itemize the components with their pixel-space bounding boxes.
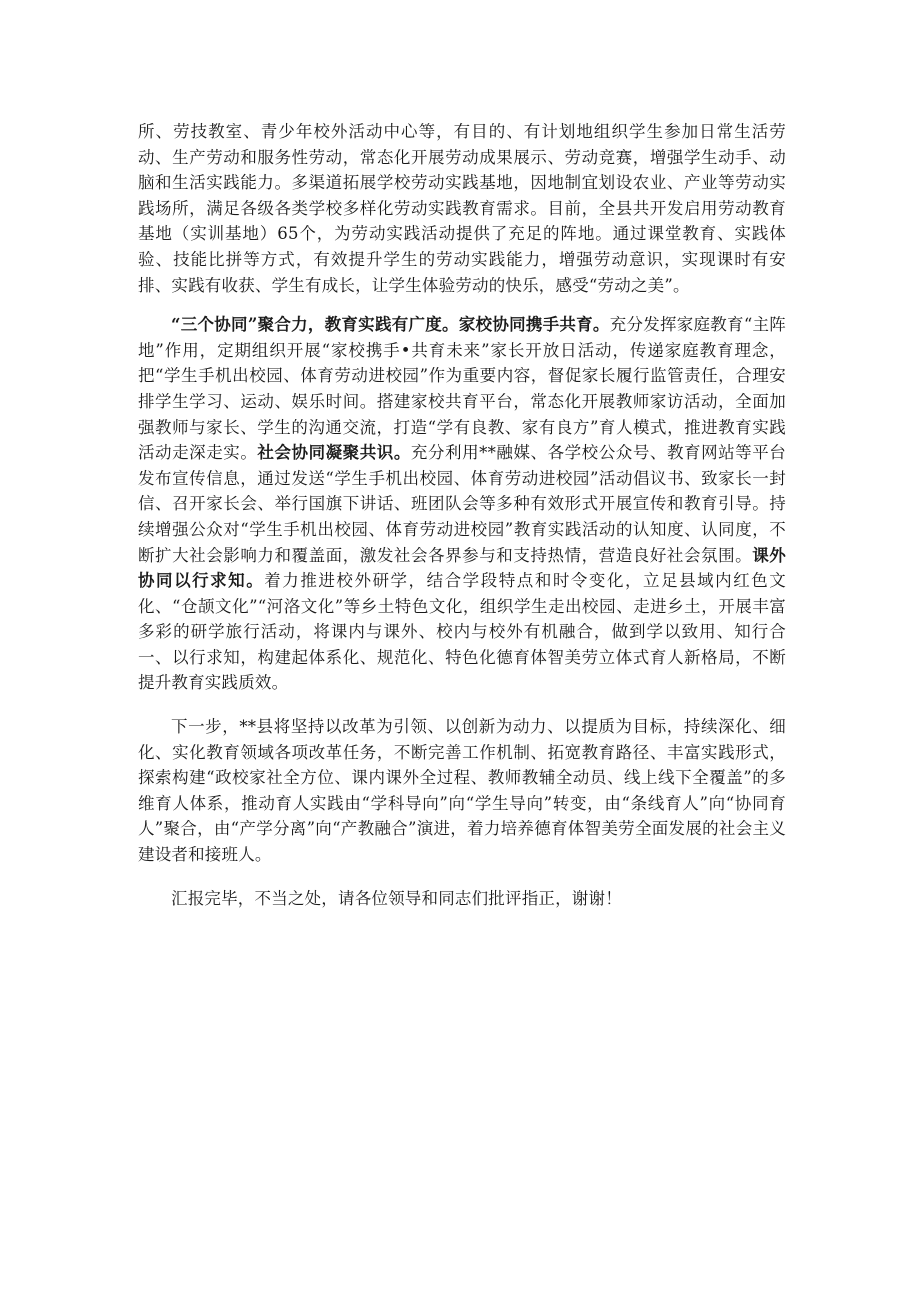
- text-segment: 下一步，**县将坚持以改革为引领、以创新为动力、以提质为目标，持续深化、细化、实化教育领域各项改革任务，不断完善工作机制、拓宽教育路径、丰富实践形式，探索构建“政校家社全方位、课内课外全过程、教师教辅全动员、线上线下全覆盖”的多维育人体系，推动育人实践由“学科导向”向“学生导向”转变，由“条线育人”向“协同育人”聚合，由“产学分离”向“产教融合”演进，着力培养德育体智美劳全面发展的社会主义建设者和接班人。: [138, 717, 786, 865]
- section-heading: 社会协同凝聚共识。: [257, 443, 411, 463]
- document-page: [138, 119, 786, 911]
- text-segment: 充分利用**融媒、各学校公众号、教育网站等平台发布宣传信息，通过发送“学生手机出校园、体育劳动进校园”活动倡议书、致家长一封信、召开家长会、举行国旗下讲话、班团队会等多种有效形式开展宣传和教育引导。持续增强公众对“学生手机出校园、体育劳动进校园”教育实践活动的认知度、认同度，不断扩大社会影响力和覆盖面，激发社会各界参与和支持热情，营造良好社会氛围。: [138, 443, 786, 565]
- paragraph-closing: [138, 886, 786, 912]
- text-segment: 着力推进校外研学，结合学段特点和时令变化，立足县域内红色文化、“仓颉文化”“河洛文化”等乡土特色文化，组织学生走出校园、走进乡土，开展丰富多彩的研学旅行活动，将课内与课外、校内与校外有机融合，做到学以致用、知行合一、以行求知，构建起体系化、规范化、特色化德育体智美劳立体式育人新格局，不断提升教育实践质效。: [138, 571, 786, 693]
- section-heading: 课外协同以行求知。: [138, 545, 786, 591]
- text-segment: 充分发挥家庭教育“主阵地”作用，定期组织开展“家校携手•共育未来”家长开放日活动，传递家庭教育理念，把“学生手机出校园、体育劳动进校园”作为重要内容，督促家长履行监管责任，合理安排学生学习、运动、娱乐时间。搭建家校共育平台，常态化开展教师家访活动，全面加强教师与家长、学生的沟通交流，打造“学有良教、家有良方”育人模式，推进教育实践活动走深走实。: [138, 315, 786, 463]
- text-segment: 汇报完毕，不当之处，请各位领导和同志们批评指正，谢谢！: [171, 888, 622, 908]
- text-segment: 所、劳技教室、青少年校外活动中心等，有目的、有计划地组织学生参加日常生活劳动、生产劳动和服务性劳动，常态化开展劳动成果展示、劳动竞赛，增强学生动手、动脑和生活实践能力。多渠道拓展学校劳动实践基地，因地制宜划设农业、产业等劳动实践场所，满足各级各类学校多样化劳动实践教育需求。目前，全县共开发启用劳动教育基地（实训基地）65个，为劳动实践活动提供了充足的阵地。通过课堂教育、实践体验、技能比拼等方式，有效提升学生的劳动实践能力，增强劳动意识，实现课时有安排、实践有收获、学生有成长，让学生体验劳动的快乐，感受“劳动之美”。: [138, 122, 786, 295]
- paragraph-next-steps: [138, 714, 786, 868]
- section-heading: “三个协同”聚合力，教育实践有广度。家校协同携手共育。: [171, 315, 610, 335]
- paragraph-three-synergies: [138, 312, 786, 696]
- paragraph-labor-practice: [138, 119, 786, 298]
